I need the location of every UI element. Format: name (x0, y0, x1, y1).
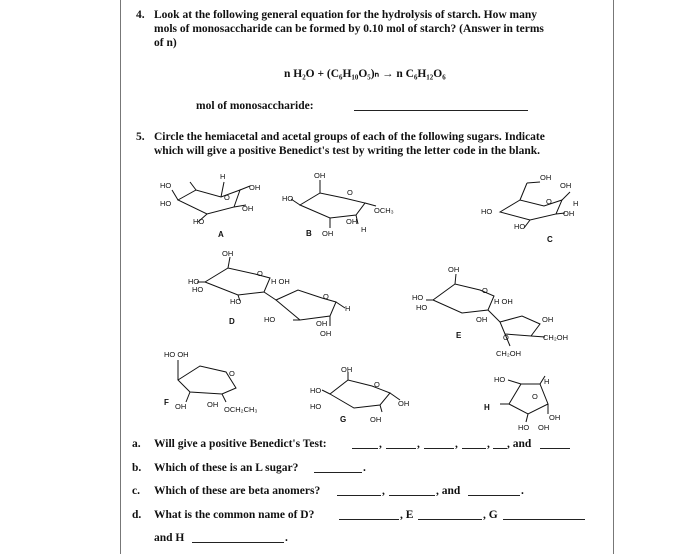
qc-text: Which of these are beta anomers? (154, 485, 321, 497)
g-oh-2: OH (398, 399, 410, 408)
qd-and-h: and H (154, 532, 185, 544)
e-o-2: O (503, 333, 509, 342)
qd-e-label: , E (400, 509, 414, 521)
qa-text: Will give a positive Benedict's Test: (154, 438, 327, 450)
qd-letter: d. (132, 509, 142, 521)
qa-blank-1[interactable] (352, 438, 378, 449)
qa-sep-2: , (417, 438, 420, 450)
qc-end: . (521, 485, 524, 497)
a-ho-3: HO (193, 217, 205, 226)
qa-blank-2[interactable] (386, 438, 416, 449)
d-oh-2: OH (316, 319, 328, 328)
h-o: O (532, 392, 538, 401)
qa-blank-3[interactable] (424, 438, 454, 449)
a-o: O (224, 193, 230, 202)
qa-sep-1: , (379, 438, 382, 450)
b-h: H (361, 225, 367, 234)
d-o-1: O (257, 269, 263, 278)
q4-line-2: mols of monosaccharide can be formed by 0.10 mol of starch? (Answer in terms (154, 23, 544, 35)
d-ho-1: HO (188, 277, 200, 286)
q4-line-3: of n) (154, 37, 177, 49)
q5-number: 5. (136, 131, 145, 143)
letter-c: C (547, 235, 553, 244)
d-oh-top: OH (222, 249, 234, 258)
f-ho-oh: HO OH (164, 350, 189, 359)
g-ho-1: HO (310, 386, 322, 395)
structure-a (160, 172, 260, 239)
qa-blank-4[interactable] (462, 438, 486, 449)
e-oh-top: OH (448, 265, 460, 274)
letter-h: H (484, 403, 490, 412)
c-oh-1: OH (540, 173, 552, 182)
qd-end: . (285, 532, 288, 544)
c-oh-3: OH (563, 209, 575, 218)
qc-and: , and (436, 485, 461, 497)
h-oh-2: OH (538, 423, 550, 432)
f-o: O (229, 369, 235, 378)
qc-blank-2[interactable] (389, 485, 435, 496)
e-oh-2: OH (476, 315, 488, 324)
qd-blank-g[interactable] (503, 509, 585, 520)
qa-blank-6[interactable] (540, 438, 570, 449)
b-oh-bottom: OH (322, 229, 334, 238)
qa-sep-4: , (487, 438, 490, 450)
e-oh-3: OH (542, 315, 554, 324)
c-o: O (546, 197, 552, 206)
structure-e (412, 265, 568, 358)
qd-text: What is the common name of D? (154, 509, 315, 521)
c-h: H (573, 199, 579, 208)
structure-g (310, 365, 409, 424)
qa-and: , and (507, 438, 532, 450)
g-ho-2: HO (310, 402, 322, 411)
qd-blank-d[interactable] (339, 509, 399, 520)
letter-g: G (340, 415, 347, 424)
a-h: H (220, 172, 226, 181)
b-och3: OCH₃ (374, 206, 394, 215)
f-oh-2: OH (207, 400, 219, 409)
letter-d: D (229, 317, 235, 326)
h-ho-1: HO (494, 375, 506, 384)
e-ho-1: HO (412, 293, 424, 302)
qd-blank-e[interactable] (418, 509, 482, 520)
b-ho: HO (282, 194, 294, 203)
q4-answer-label: mol of monosaccharide: (196, 100, 314, 112)
qd-blank-h[interactable] (192, 532, 284, 543)
a-ho-2: HO (160, 199, 172, 208)
structure-b (282, 171, 394, 238)
a-oh-1: OH (249, 183, 261, 192)
letter-e: E (456, 331, 462, 340)
f-oh-1: OH (175, 402, 187, 411)
d-ho-2: HO (192, 285, 204, 294)
a-ho-1: HO (160, 181, 172, 190)
d-ho-4: HO (264, 315, 276, 324)
b-oh-top: OH (314, 171, 326, 180)
e-ch2oh-1: CH₂OH (543, 333, 568, 342)
g-oh-3: OH (370, 415, 382, 424)
hydrolysis-equation: n H₂O + (C₆H₁₀O₅)ₙ → n C₆H₁₂O₆ (284, 68, 446, 80)
q4-line-1: Look at the following general equation for the hydrolysis of starch. How many (154, 9, 538, 21)
e-o-1: O (482, 286, 488, 295)
letter-f: F (164, 398, 169, 407)
letter-b: B (306, 229, 312, 238)
structure-f (164, 350, 257, 414)
structure-h (484, 375, 560, 432)
q5-line-2: which will give a positive Benedict's test by writing the letter code in the blank. (154, 145, 540, 157)
a-oh-2: OH (242, 204, 254, 213)
letter-a: A (218, 230, 224, 239)
b-o: O (347, 188, 353, 197)
qa-sep-3: , (455, 438, 458, 450)
qc-blank-3[interactable] (468, 485, 520, 496)
c-oh-2: OH (560, 181, 572, 190)
b-oh-2: OH (346, 217, 358, 226)
qd-g-label: , G (483, 509, 498, 521)
d-ho-3: HO (230, 297, 242, 306)
qb-blank[interactable] (314, 462, 362, 473)
g-o: O (374, 380, 380, 389)
h-h-1: H (544, 377, 550, 386)
structure-d (188, 249, 350, 338)
qb-letter: b. (132, 462, 142, 474)
e-h-oh: H OH (494, 297, 513, 306)
q4-number: 4. (136, 9, 145, 21)
d-h: H (345, 304, 351, 313)
c-ho-1: HO (481, 207, 493, 216)
q5-line-1: Circle the hemiacetal and acetal groups of each of the following sugars. Indicate (154, 131, 545, 143)
qc-letter: c. (132, 485, 140, 497)
qc-blank-1[interactable] (337, 485, 381, 496)
qb-end: . (363, 462, 366, 474)
structure-c (481, 173, 578, 244)
h-oh-1: OH (549, 413, 561, 422)
d-h-oh: H OH (271, 277, 290, 286)
qb-text: Which of these is an L sugar? (154, 462, 299, 474)
d-oh-3: OH (320, 329, 332, 338)
qa-letter: a. (132, 438, 141, 450)
g-oh-top: OH (341, 365, 353, 374)
qc-sep-1: , (382, 485, 385, 497)
h-ho-2: HO (518, 423, 530, 432)
f-och2ch3: OCH₂CH₃ (224, 405, 258, 414)
e-ch2oh-2: CH₂OH (496, 349, 521, 358)
d-o-2: O (323, 292, 329, 301)
qa-blank-5[interactable] (493, 438, 507, 449)
c-ho-2: HO (514, 222, 526, 231)
e-ho-2: HO (416, 303, 428, 312)
